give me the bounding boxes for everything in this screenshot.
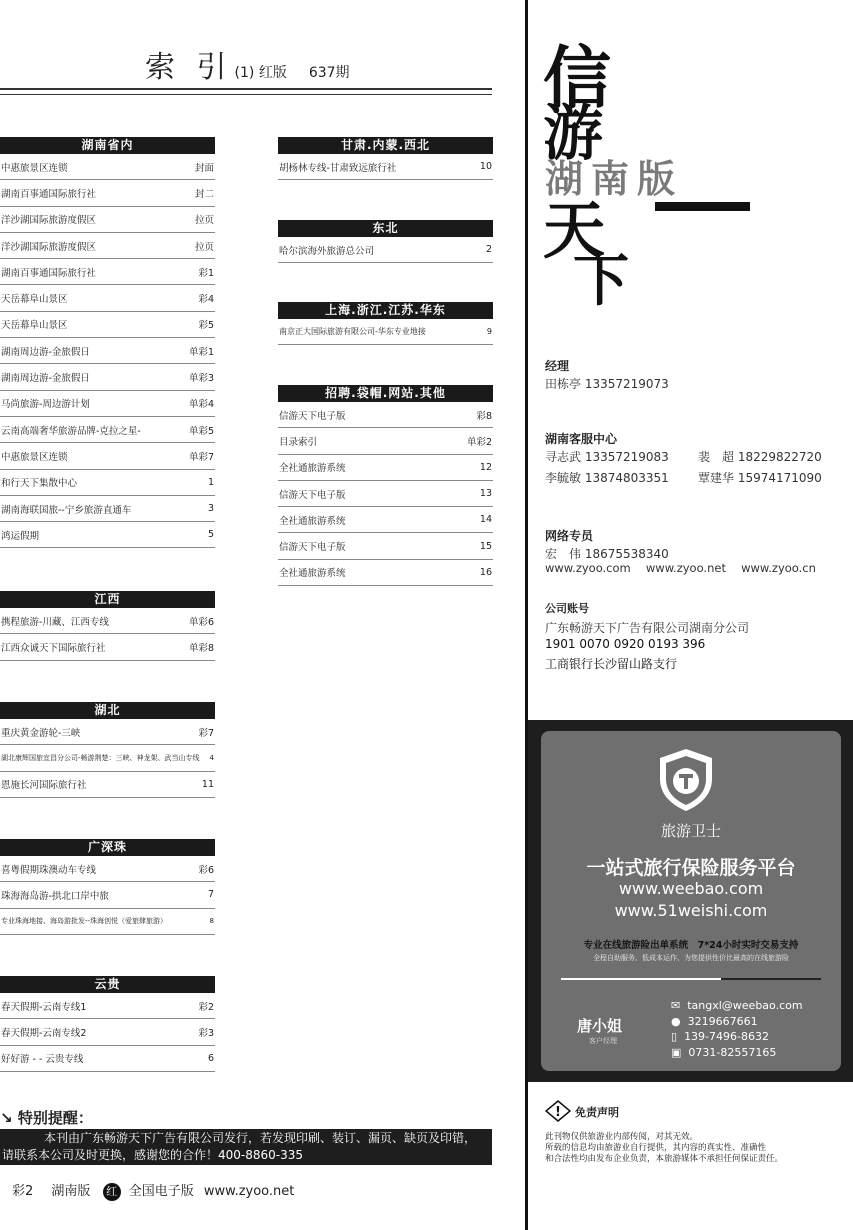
ad-line-1: 专业在线旅游险出单系统 7*24小时实时交易支持 xyxy=(583,940,799,951)
mail-icon: ✉ xyxy=(671,999,681,1012)
index-entry-page: 单彩6 xyxy=(188,616,214,628)
index-row xyxy=(278,533,493,559)
notice-title xyxy=(0,1107,93,1128)
index-entry-name: 湖南百事通国际旅行社 xyxy=(1,188,97,200)
index-row xyxy=(0,745,215,771)
index-entry-page: 13 xyxy=(479,488,492,500)
index-row xyxy=(0,882,215,908)
disclaimer-line-1: 此刊物仅供旅游业内部传阅，对其无效。 xyxy=(545,1132,699,1142)
footer-tagline: 全国电子版 xyxy=(128,1184,194,1199)
index-entry-name: 中惠旅景区连锁 xyxy=(1,451,68,463)
footer-page: 彩2 xyxy=(12,1184,34,1199)
ad-slogan: 一站式旅行保险服务平台 xyxy=(586,857,796,879)
index-row xyxy=(0,338,215,364)
index-row xyxy=(0,993,215,1019)
manager-contact: 田栋亭 13357219073 xyxy=(545,377,669,391)
index-entry-page: 单彩3 xyxy=(188,373,214,385)
ad-brand: 旅游卫士 xyxy=(660,822,721,840)
section-heading: 广深珠 xyxy=(0,839,215,856)
index-row xyxy=(0,180,215,206)
index-entry-name: 全社通旅游系统 xyxy=(279,463,346,475)
notice-title-text: 特别提醒： xyxy=(17,1109,93,1127)
title-rule-thin xyxy=(0,94,492,95)
index-entry-page: 单彩5 xyxy=(188,425,214,437)
logo-char-1: 信 xyxy=(543,42,612,119)
web-label: 网络专员 xyxy=(545,529,594,543)
index-entry-name: 恩施长河国际旅行社 xyxy=(1,780,87,792)
index-row xyxy=(0,207,215,233)
index-entry-name: 全社通旅游系统 xyxy=(279,568,346,580)
index-row xyxy=(0,417,215,443)
disclaimer-text xyxy=(545,1132,850,1165)
section-northwest xyxy=(278,137,493,180)
logo-char-3: 天 xyxy=(543,194,606,267)
ad-tel: 0731-82557165 xyxy=(688,1045,777,1059)
ad-qq-row xyxy=(671,1014,803,1030)
red-edition-badge: 红 xyxy=(103,1183,121,1201)
notice-line-2: 请联系本公司及时更换，感谢您的合作！400-8860-335 xyxy=(2,1148,304,1162)
index-entry-page: 5 xyxy=(207,529,214,541)
index-row xyxy=(0,154,215,180)
ad-divider-highlight xyxy=(561,978,721,980)
index-entry-page: 15 xyxy=(479,540,492,552)
section-heading: 甘肃.内蒙.西北 xyxy=(278,137,493,154)
ad-card xyxy=(541,731,841,1071)
index-entry-name: 春天假期-云南专线2 xyxy=(1,1027,87,1039)
section-heading: 江西 xyxy=(0,591,215,608)
ad-contact-title: 客户经理 xyxy=(589,1037,617,1045)
index-row xyxy=(278,560,493,586)
ad-email-row xyxy=(671,998,803,1014)
disclaimer-title: 免责声明 xyxy=(575,1106,619,1119)
index-entry-page: 封二 xyxy=(194,188,214,200)
shield-icon xyxy=(656,747,716,813)
logo-char-2: 游 xyxy=(543,99,603,169)
service-contact-4: 覃建华 15974171090 xyxy=(698,471,822,485)
index-entry-page: 14 xyxy=(479,514,492,526)
footer-edition: 湖南版 xyxy=(51,1184,91,1199)
index-entry-page: 单彩8 xyxy=(188,642,214,654)
section-yungui xyxy=(0,976,215,1072)
disclaimer-line-2: 所载的信息均由旅游业自行提供，其内容的真实性、准确性 xyxy=(545,1143,767,1153)
index-entry-page: 2 xyxy=(485,244,492,256)
section-guangshenzhu xyxy=(0,839,215,935)
index-row xyxy=(0,856,215,882)
section-jiangxi xyxy=(0,591,215,661)
index-entry-name: 天岳幕阜山景区 xyxy=(1,294,68,306)
index-row xyxy=(0,909,215,935)
ad-tel-row xyxy=(671,1045,803,1061)
section-other xyxy=(278,385,493,586)
index-entry-name: 喜粤假期珠澳动车专线 xyxy=(1,864,97,876)
index-entry-name: 湖南周边游-金旅假日 xyxy=(1,346,90,358)
disclaimer-line-3: 和合法性均由发布企业负责，本旅游媒体不承担任何保证责任。 xyxy=(545,1154,784,1164)
index-entry-name: 携程旅游-川藏、江西专线 xyxy=(1,616,109,628)
ad-contact-name: 唐小姐 xyxy=(577,1017,623,1035)
ad-email: tangxl@weebao.com xyxy=(687,999,803,1012)
index-entry-page: 拉页 xyxy=(194,215,214,227)
account-number: 1901 0070 0920 0193 396 xyxy=(545,637,706,651)
service-contact-3: 李毓敏 13874803351 xyxy=(545,471,669,485)
index-entry-page: 7 xyxy=(207,889,214,901)
index-entry-name: 重庆黄金游轮-三峡 xyxy=(1,727,81,739)
ad-url-2: www.51weishi.com xyxy=(614,901,768,920)
index-entry-name: 湖北康辉国旅宜昌分公司-畅游荆楚：三峡、神龙架、武当山专线 xyxy=(1,753,200,762)
index-row xyxy=(0,391,215,417)
issue-number: 637期 xyxy=(308,65,350,81)
section-heading: 湖南省内 xyxy=(0,137,215,154)
account-company: 广东畅游天下广告有限公司湖南分公司 xyxy=(545,621,750,635)
page-footer xyxy=(12,1180,294,1201)
section-hubei xyxy=(0,702,215,798)
index-entry-name: 南京正大国际旅游有限公司-华东专业地接 xyxy=(279,327,426,337)
index-entry-page: 8 xyxy=(209,917,214,926)
index-row xyxy=(0,608,215,634)
index-entry-page: 11 xyxy=(201,778,214,790)
index-entry-page: 封面 xyxy=(194,162,214,174)
index-title: 索 引 xyxy=(145,50,233,85)
index-row xyxy=(278,507,493,533)
telephone-icon: ▣ xyxy=(671,1045,682,1059)
ad-mobile-row xyxy=(671,1029,803,1045)
index-entry-name: 信游天下电子版 xyxy=(279,410,346,422)
index-entry-name: 鸿运假期 xyxy=(1,530,40,542)
index-row xyxy=(278,481,493,507)
index-entry-name: 马尚旅游-周边游计划 xyxy=(1,399,90,411)
index-row xyxy=(278,455,493,481)
index-entry-page: 单彩2 xyxy=(466,436,492,448)
arrow-icon: ↘ xyxy=(0,1109,13,1127)
index-entry-name: 洋沙湖国际旅游度假区 xyxy=(1,241,97,253)
index-entry-name: 江西众诚天下国际旅行社 xyxy=(1,642,106,654)
index-entry-page: 彩5 xyxy=(198,320,214,332)
index-entry-name: 信游天下电子版 xyxy=(279,489,346,501)
index-row xyxy=(0,634,215,660)
index-entry-name: 哈尔滨海外旅游总公司 xyxy=(279,245,375,257)
index-entry-page: 彩4 xyxy=(198,294,214,306)
index-entry-page: 10 xyxy=(479,161,492,173)
section-heading: 招聘.袋帽.网站.其他 xyxy=(278,385,493,402)
warning-icon xyxy=(545,1100,571,1122)
qq-icon: ● xyxy=(671,1014,681,1028)
service-contact-1: 寻志武 13357219083 xyxy=(545,450,669,464)
index-row xyxy=(0,443,215,469)
index-row xyxy=(0,522,215,548)
section-northeast xyxy=(278,220,493,263)
section-heading: 上海.浙江.江苏.华东 xyxy=(278,302,493,319)
index-entry-page: 彩2 xyxy=(198,1001,214,1013)
service-label: 湖南客服中心 xyxy=(545,432,618,446)
index-entry-name: 胡杨林专线-甘肃致远旅行社 xyxy=(279,162,397,174)
section-east-china xyxy=(278,302,493,345)
xinyou-tianxia-logo xyxy=(543,42,758,307)
index-entry-name: 天岳幕阜山景区 xyxy=(1,320,68,332)
index-row xyxy=(0,719,215,745)
index-entry-name: 湖南周边游-金旅假日 xyxy=(1,373,90,385)
index-row xyxy=(278,154,493,180)
index-entry-page: 单彩1 xyxy=(188,346,214,358)
index-entry-name: 云南高端奢华旅游品牌-克拉之星- xyxy=(1,425,141,437)
web-contact: 宏 伟 18675538340 xyxy=(545,547,669,561)
index-entry-page: 彩6 xyxy=(198,864,214,876)
index-entry-name: 和行天下集散中心 xyxy=(1,478,78,490)
section-hunan xyxy=(0,137,215,548)
section-heading: 东北 xyxy=(278,220,493,237)
web-sites: www.zyoo.com www.zyoo.net www.zyoo.cn xyxy=(545,561,816,575)
logo-char-4: 下 xyxy=(573,249,629,307)
index-entry-name: 信游天下电子版 xyxy=(279,542,346,554)
index-row xyxy=(0,259,215,285)
index-row xyxy=(0,772,215,798)
index-row xyxy=(0,285,215,311)
index-entry-page: 1 xyxy=(207,476,214,488)
index-row xyxy=(0,233,215,259)
index-row xyxy=(0,1019,215,1045)
index-entry-name: 目录索引 xyxy=(279,436,318,448)
index-entry-name: 春天假期-云南专线1 xyxy=(1,1001,87,1013)
index-row xyxy=(0,1046,215,1072)
index-row xyxy=(0,312,215,338)
ad-qq: 3219667661 xyxy=(687,1014,758,1028)
index-entry-page: 单彩7 xyxy=(188,451,214,463)
index-entry-name: 珠海海岛游-拱北口岸中旅 xyxy=(1,890,109,902)
index-entry-name: 好好游 - - 云贵专线 xyxy=(1,1054,84,1066)
index-entry-page: 彩1 xyxy=(198,267,214,279)
index-entry-page: 3 xyxy=(207,503,214,514)
index-entry-name: 湖南海联国旅--宁乡旅游直通车 xyxy=(1,504,132,516)
page-title xyxy=(145,42,350,86)
index-row xyxy=(278,402,493,428)
footer-url: www.zyoo.net xyxy=(203,1184,295,1199)
index-entry-page: 彩3 xyxy=(198,1027,214,1039)
index-row xyxy=(0,496,215,522)
index-entry-page: 12 xyxy=(479,461,492,473)
manager-label: 经理 xyxy=(545,359,570,373)
index-row xyxy=(0,470,215,496)
index-entry-name: 洋沙湖国际旅游度假区 xyxy=(1,215,97,227)
ad-mobile: 139-7496-8632 xyxy=(684,1030,769,1043)
index-entry-page: 彩7 xyxy=(198,727,214,739)
index-entry-page: 拉页 xyxy=(194,241,214,253)
index-entry-name: 专业珠海地接、海岛游批发--珠海创悦（爱旅肆旅游） xyxy=(1,917,168,926)
index-entry-page: 单彩4 xyxy=(188,399,214,411)
edition-subtitle: (1) 红版 xyxy=(234,65,287,81)
notice-line-1: 本刊由广东畅游天下广告有限公司发行，若发现印刷、装订、漏页、缺页及印错， xyxy=(44,1131,477,1145)
index-entry-page: 彩8 xyxy=(476,410,492,422)
section-heading: 湖北 xyxy=(0,702,215,719)
ad-line-2: 全程自助服务、低成本运作、为您提供性价比最高的在线旅游险 xyxy=(593,954,789,962)
section-heading: 云贵 xyxy=(0,976,215,993)
index-row xyxy=(278,319,493,345)
account-label: 公司账号 xyxy=(545,602,589,615)
index-entry-name: 湖南百事通国际旅行社 xyxy=(1,267,97,279)
index-entry-name: 中惠旅景区连锁 xyxy=(1,162,68,174)
phone-icon: ▯ xyxy=(671,1030,678,1043)
logo-bar xyxy=(655,202,750,211)
svg-text:!: ! xyxy=(555,1105,561,1120)
index-entry-page: 4 xyxy=(209,753,214,762)
index-entry-page: 9 xyxy=(486,327,492,337)
notice-box xyxy=(0,1129,492,1165)
index-entry-page: 16 xyxy=(479,566,492,578)
index-entry-page: 6 xyxy=(207,1052,214,1064)
service-contact-2: 裴 超 18229822720 xyxy=(698,450,822,464)
index-entry-name: 全社通旅游系统 xyxy=(279,515,346,527)
logo-region: 湖南版 xyxy=(545,157,684,201)
index-row xyxy=(278,237,493,263)
index-row xyxy=(0,364,215,390)
index-row xyxy=(278,428,493,454)
account-bank: 工商银行长沙留山路支行 xyxy=(545,657,678,671)
title-rule xyxy=(0,88,492,90)
ad-url-1: www.weebao.com xyxy=(618,879,764,898)
